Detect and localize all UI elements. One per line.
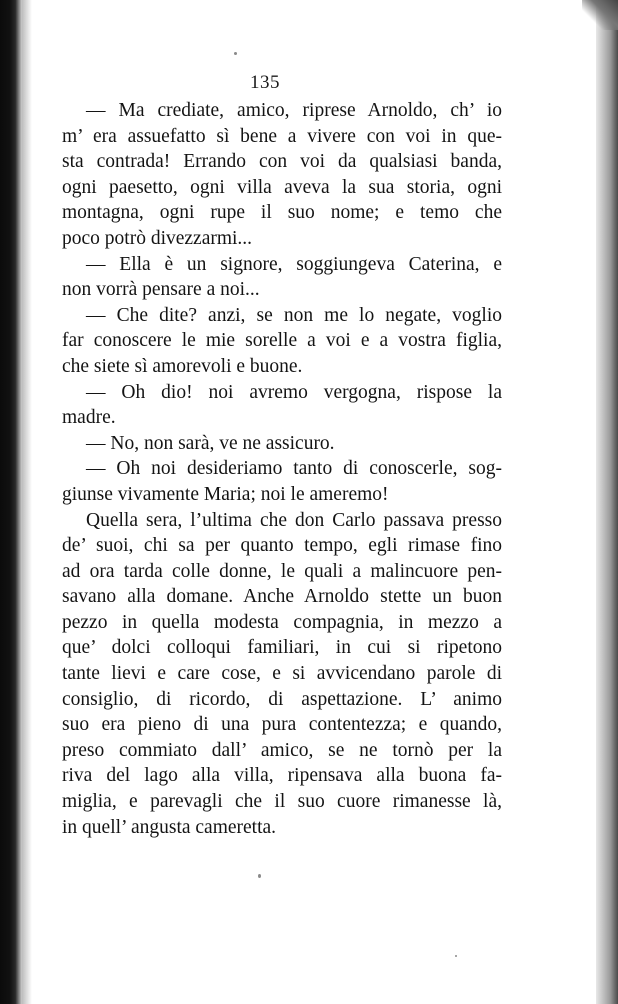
- text-line: montagna, ogni rupe il suo nome; e temo che: [62, 202, 502, 224]
- text-line: — Che dite? anzi, se non me lo negate, voglio: [86, 304, 502, 326]
- text-line: poco potrò divezzarmi...: [62, 227, 253, 249]
- text-line: que’ dolci colloqui familiari, in cui si ripetono: [62, 637, 502, 659]
- text-line: ad ora tarda colle donne, le quali a malincuore pen-: [62, 560, 502, 582]
- gutter-gradient: [22, 0, 32, 1004]
- text-line: consiglio, di ricordo, di aspettazione. L’ animo: [62, 688, 502, 710]
- text-line: in quell’ angusta cameretta.: [62, 816, 277, 838]
- text-line: sta contrada! Errando con voi da qualsiasi banda,: [62, 151, 502, 173]
- text-line: de’ suoi, chi sa per quanto tempo, egli rimase fino: [62, 535, 502, 557]
- text-line: suo era pieno di una pura contentezza; e quando,: [62, 714, 502, 736]
- paper-speck: [455, 955, 457, 957]
- page-body-text: [62, 98, 502, 840]
- text-line: miglia, e parevagli che il suo cuore rimanesse là,: [62, 791, 502, 813]
- text-line: giunse vivamente Maria; noi le ameremo!: [62, 483, 389, 505]
- page-corner: [582, 0, 618, 30]
- text-line: — Ma crediate, amico, riprese Arnoldo, ch’ io: [86, 100, 502, 121]
- text-line: far conoscere le mie sorelle a voi e a vostra figlia,: [62, 330, 502, 352]
- page-edge-shadow: [596, 0, 618, 1004]
- text-line: pezzo in quella modesta compagnia, in mezzo a: [62, 611, 502, 633]
- paper-speck: [258, 874, 261, 878]
- text-line: preso commiato dall’ amico, se ne tornò per la: [62, 739, 502, 761]
- text-line: — Oh dio! noi avremo vergogna, rispose la: [86, 381, 502, 403]
- text-line: — No, non sarà, ve ne assicuro.: [86, 432, 335, 454]
- text-line: tante lievi e care cose, e si avvicendano parole di: [62, 663, 502, 685]
- binding-shadow: [0, 0, 22, 1004]
- text-line: — Oh noi desideriamo tanto di conoscerle, sog-: [86, 458, 502, 480]
- text-line: Quella sera, l’ultima che don Carlo passava presso: [86, 509, 502, 531]
- text-line: riva del lago alla villa, ripensava alla buona fa-: [62, 765, 502, 787]
- text-line: madre.: [62, 407, 116, 429]
- text-line: non vorrà pensare a noi...: [62, 279, 260, 301]
- text-line: ogni paesetto, ogni villa aveva la sua storia, ogni: [62, 176, 502, 198]
- page-number: 135: [250, 72, 280, 93]
- text-line: che siete sì amorevoli e buone.: [62, 355, 303, 377]
- text-line: — Ella è un signore, soggiungeva Caterina, e: [86, 253, 502, 275]
- text-line: m’ era assuefatto sì bene a vivere con voi in que-: [62, 125, 502, 147]
- paper-speck: [234, 52, 237, 55]
- text-line: savano alla domane. Anche Arnoldo stette un buon: [62, 586, 502, 608]
